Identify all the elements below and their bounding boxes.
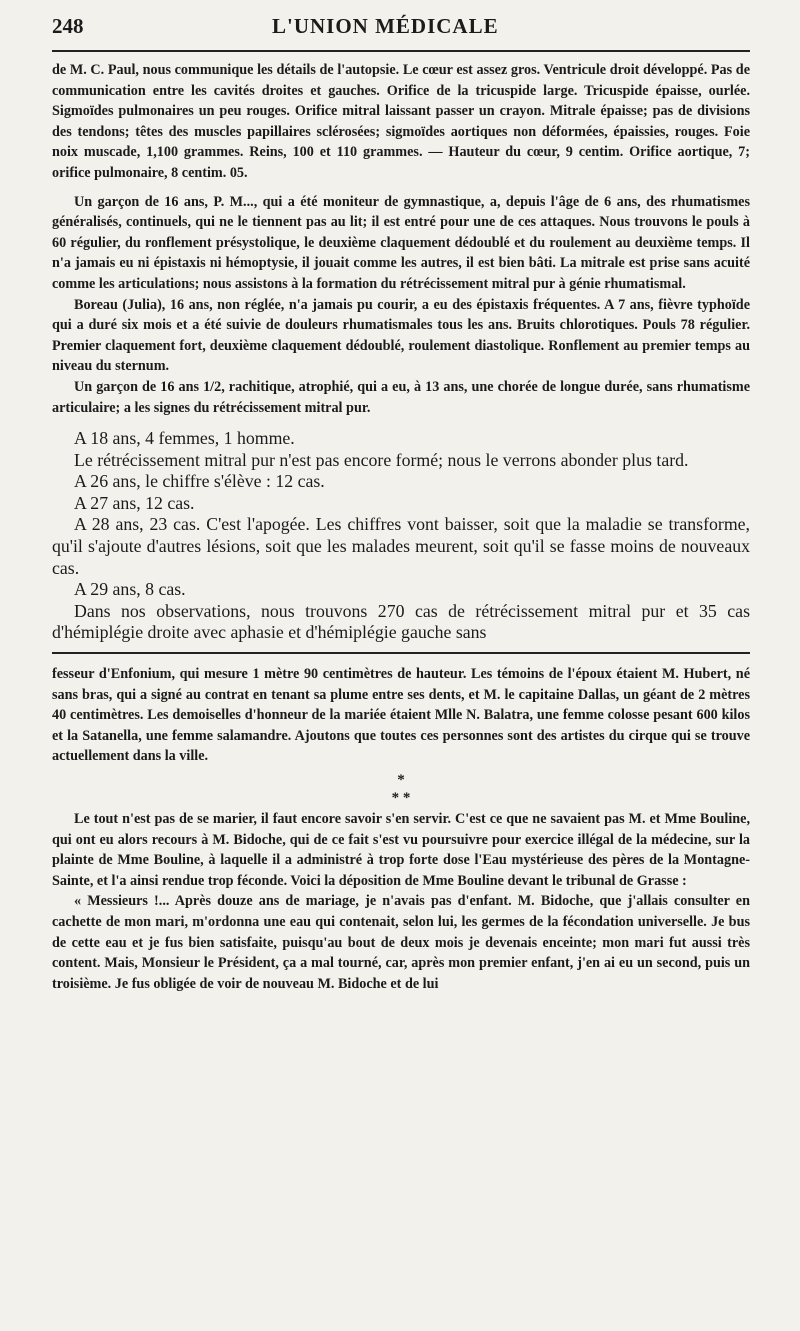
- case-paragraph-2: Boreau (Julia), 16 ans, non réglée, n'a jamais pu courir, a eu des épistaxis fréquentes. A 7 ans, fièvre typhoïde qui a duré six mois et a été suivie de douleurs rhumatismales tous les ans. Bruits chlorotiques. Pouls 78 régulier. Premier claquement fort, deuxième claquement dédoublé, roulement diastolique. Ronflement au premier temps au niveau du sternum.: [52, 296, 750, 375]
- section-asterism: * * *: [391, 772, 411, 806]
- stats-line-4: A 27 ans, 12 cas.: [74, 492, 195, 513]
- stats-line-6: A 29 ans, 8 cas.: [74, 579, 186, 600]
- lower-paragraph-1: fesseur d'Enfonium, qui mesure 1 mètre 90 centimètres de hauteur. Les témoins de l'époux étaient M. Hubert, né sans bras, qui a signé au contrat en tenant sa plume entre ses dents, et M. le capitaine Dallas, un géant de 2 mètres 40 centimètres. Les demoiselles d'honneur de la mariée étaient Mlle N. Balatra, une femme colosse pesant 600 kilos et la Satanella, une femme salamandre. Ajoutons que toutes ces personnes sont des artistes du cirque qui se trouve actuellement dans la ville.: [52, 666, 750, 765]
- page-number: 248: [52, 14, 84, 38]
- autopsy-paragraph: de M. C. Paul, nous communique les détails de l'autopsie. Le cœur est assez gros. Ventricule droit développé. Pas de communication entre les cavités droites et gauches. Orifice de la tricuspide large. Tricuspide épaisse, ourlée. Sigmoïdes pulmonaires un peu rouges. Orifice mitral laissant passer un crayon. Mitrale épaisse; pas de divisions des tendons; têtes des muscles papillaires sclérosées; sigmoïdes aortiques non déformées, épaissies, rouges. Foie noix muscade, 1,100 grammes. Reins, 100 et 110 grammes. — Hauteur du cœur, 9 centim. Orifice aortique, 7; orifice pulmonaire, 8 centim. 05.: [52, 62, 750, 181]
- page-header: [52, 14, 750, 52]
- column-divider: [52, 652, 750, 654]
- stats-line-5: A 28 ans, 23 cas. C'est l'apogée. Les chiffres vont baisser, soit que la maladie se transforme, qu'il s'ajoute d'autres lésions, soit que les malades meurent, soit qu'il se fasse moins de nouveaux cas.: [52, 514, 750, 578]
- stats-line-2: Le rétrécissement mitral pur n'est pas encore formé; nous le verrons abonder plus tard.: [74, 449, 689, 470]
- stats-line-3: A 26 ans, le chiffre s'élève : 12 cas.: [74, 471, 325, 492]
- running-title: L'UNION MÉDICALE: [272, 14, 499, 38]
- lower-paragraph-3: « Messieurs !... Après douze ans de mariage, je n'avais pas d'enfant. M. Bidoche, que j'allais consulter en cachette de mon mari, m'ordonna une eau qui contenait, selon lui, les germes de la fécondation universelle. Je bus de cette eau et je fus bien satisfaite, puisqu'au bout de deux mois je devenais enceinte; mon mari fut aussi très content. Mais, Monsieur le Président, ça a mal tourné, car, après mon premier enfant, j'en ai eu un second, puis un troisième. Je fus obligée de voir de nouveau M. Bidoche et de lui: [52, 893, 750, 992]
- lower-paragraph-2: Le tout n'est pas de se marier, il faut encore savoir s'en servir. C'est ce que ne savaient pas M. et Mme Bouline, qui ont eu alors recours à M. Bidoche, qui de ce fait s'est vu poursuivre pour exercice illégal de la médecine, sur la plainte de Mme Bouline, à laquelle il a administré à trop forte dose l'Eau mystérieuse des pères de la Montagne-Sainte, et l'a ainsi rendue trop féconde. Voici la déposition de Mme Bouline devant le tribunal de Grasse :: [52, 811, 750, 889]
- case-paragraph-1: Un garçon de 16 ans, P. M..., qui a été moniteur de gymnastique, a, depuis l'âge de 6 ans, des rhumatismes généralisés, continuels, qui ne le tiennent pas au lit; il est entré pour une de ces attaques. Nous trouvons le pouls à 60 régulier, du ronflement présystolique, le deuxième claquement dédoublé et du roulement au deuxième temps. Il n'a jamais eu ni épistaxis ni hémoptysie, il jouait comme les autres, il est bien bâti. La mitrale est prise sans acuité comme les articulations; nous assistons à la formation du rétrécissement mitral pur à génie rhumatismal.: [52, 193, 750, 292]
- stats-line-1: A 18 ans, 4 femmes, 1 homme.: [74, 428, 295, 449]
- case-paragraph-3: Un garçon de 16 ans 1/2, rachitique, atrophié, qui a eu, à 13 ans, une chorée de longue durée, sans rhumatisme articulaire; a les signes du rétrécissement mitral pur.: [52, 378, 750, 416]
- stats-line-7: Dans nos observations, nous trouvons 270 cas de rétrécissement mitral pur et 35 cas d'hémiplégie droite avec aphasie et d'hémiplégie gauche sans: [52, 600, 750, 643]
